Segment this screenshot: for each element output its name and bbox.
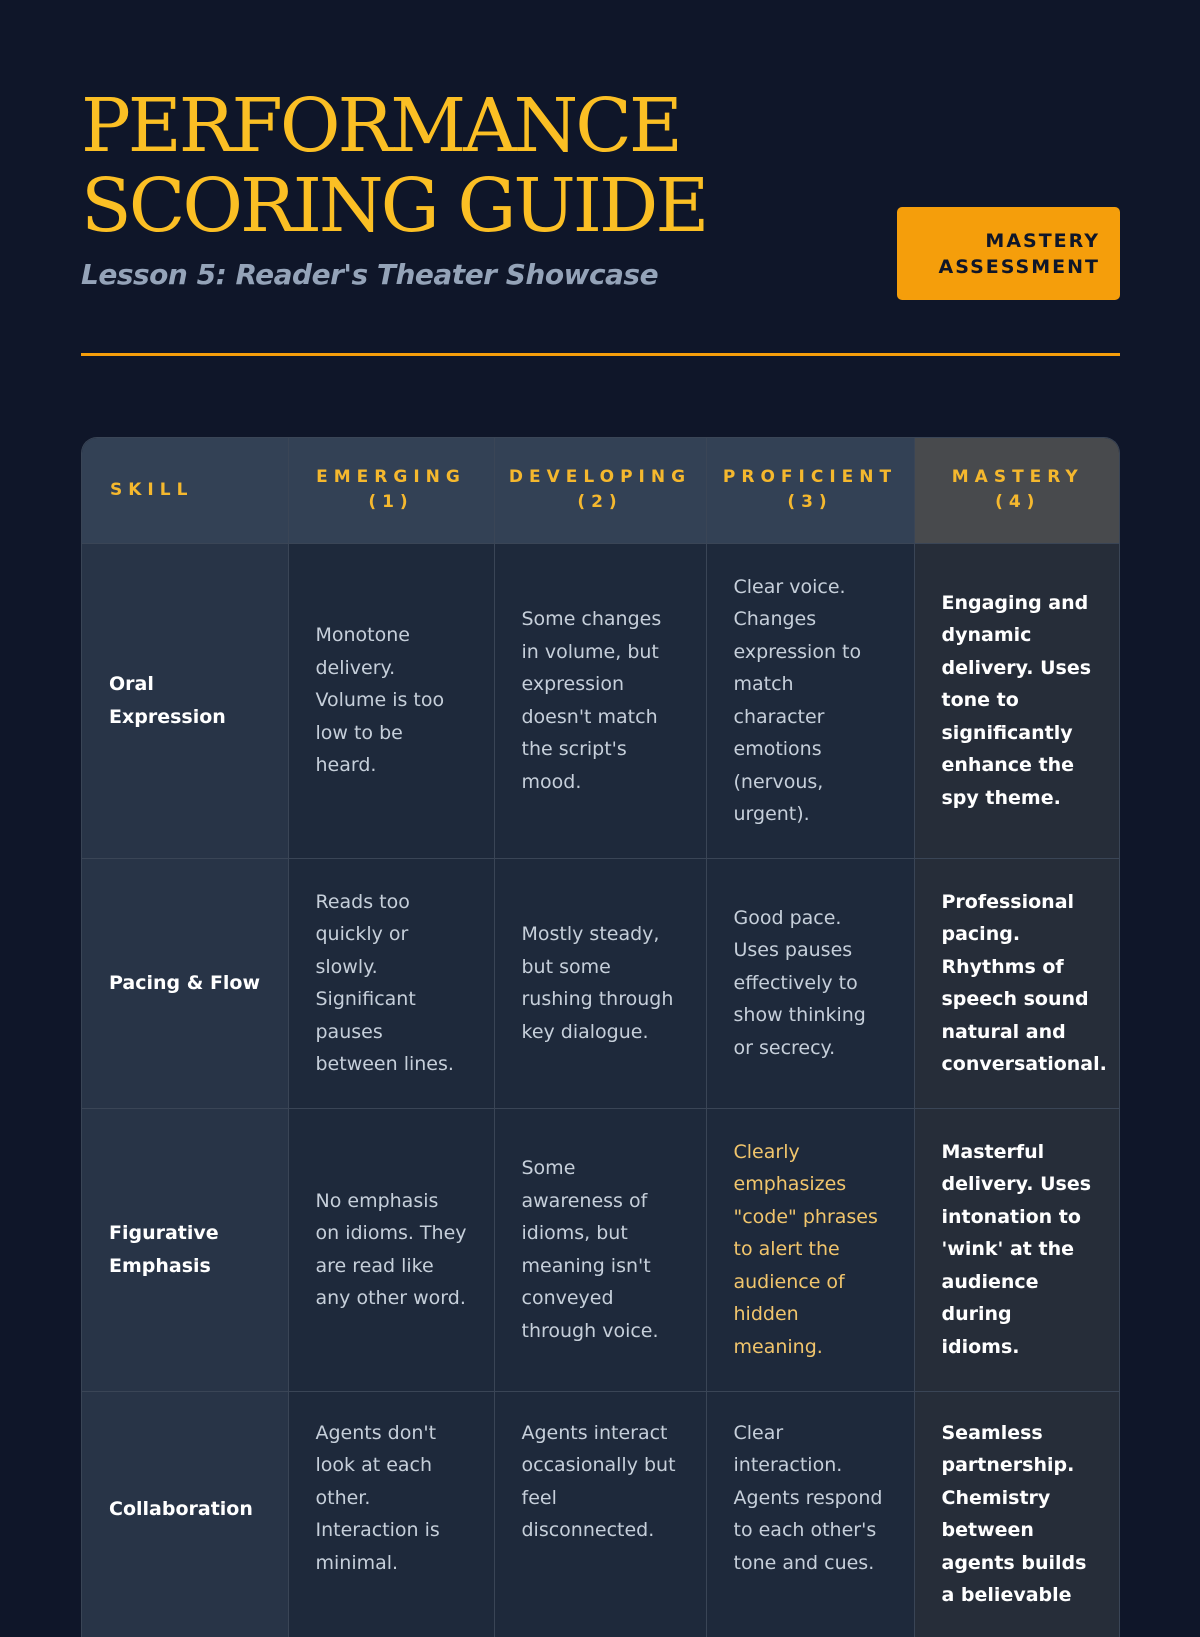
- proficient-cell: Good pace. Uses pauses effectively to show thinking or secrecy.: [706, 858, 914, 1108]
- page-subtitle: Lesson 5: Reader's Theater Showcase: [81, 258, 659, 291]
- skill-cell: Collaboration: [82, 1391, 288, 1637]
- table-row: [82, 1391, 1120, 1637]
- mastery-cell: Professional pacing. Rhythms of speech sound natural and conversational.: [914, 858, 1120, 1108]
- table-row: [82, 1108, 1120, 1391]
- title-line-2: SCORING GUIDE: [81, 163, 707, 249]
- column-header-emerging: EMERGING (1): [288, 438, 494, 543]
- table-header-row: [82, 438, 1120, 543]
- developing-cell: Some changes in volume, but expression doesn't match the script's mood.: [494, 543, 706, 858]
- column-header-mastery: MASTERY (4): [914, 438, 1120, 543]
- emerging-cell: Reads too quickly or slowly. Significant pauses between lines.: [288, 858, 494, 1108]
- emerging-cell: No emphasis on idioms. They are read like any other word.: [288, 1108, 494, 1391]
- mastery-assessment-badge: MASTERY ASSESSMENT: [897, 207, 1120, 300]
- column-header-developing: DEVELOPING (2): [494, 438, 706, 543]
- skill-cell: Pacing & Flow: [82, 858, 288, 1108]
- emerging-cell: Monotone delivery. Volume is too low to be heard.: [288, 543, 494, 858]
- mastery-cell: Masterful delivery. Uses intonation to 'wink' at the audience during idioms.: [914, 1108, 1120, 1391]
- mastery-cell: Engaging and dynamic delivery. Uses tone to significantly enhance the spy theme.: [914, 543, 1120, 858]
- table-row: [82, 858, 1120, 1108]
- proficient-cell: Clear interaction. Agents respond to each other's tone and cues.: [706, 1391, 914, 1637]
- rubric-table: [82, 438, 1120, 1637]
- column-header-proficient: PROFICIENT (3): [706, 438, 914, 543]
- title-line-1: PERFORMANCE: [81, 83, 680, 169]
- developing-cell: Mostly steady, but some rushing through key dialogue.: [494, 858, 706, 1108]
- page-title: [81, 83, 707, 249]
- table-row: [82, 543, 1120, 858]
- skill-cell: Figurative Emphasis: [82, 1108, 288, 1391]
- proficient-cell: Clear voice. Changes expression to match character emotions (nervous, urgent).: [706, 543, 914, 858]
- developing-cell: Agents interact occasionally but feel disconnected.: [494, 1391, 706, 1637]
- rubric-table-container: [81, 437, 1120, 1637]
- column-header-skill: SKILL: [82, 438, 288, 543]
- mastery-cell: Seamless partnership. Chemistry between agents builds a believable: [914, 1391, 1120, 1637]
- emerging-cell: Agents don't look at each other. Interaction is minimal.: [288, 1391, 494, 1637]
- developing-cell: Some awareness of idioms, but meaning isn't conveyed through voice.: [494, 1108, 706, 1391]
- skill-cell: Oral Expression: [82, 543, 288, 858]
- header-divider: [81, 353, 1120, 356]
- proficient-cell-highlighted: Clearly emphasizes "code" phrases to alert the audience of hidden meaning.: [706, 1108, 914, 1391]
